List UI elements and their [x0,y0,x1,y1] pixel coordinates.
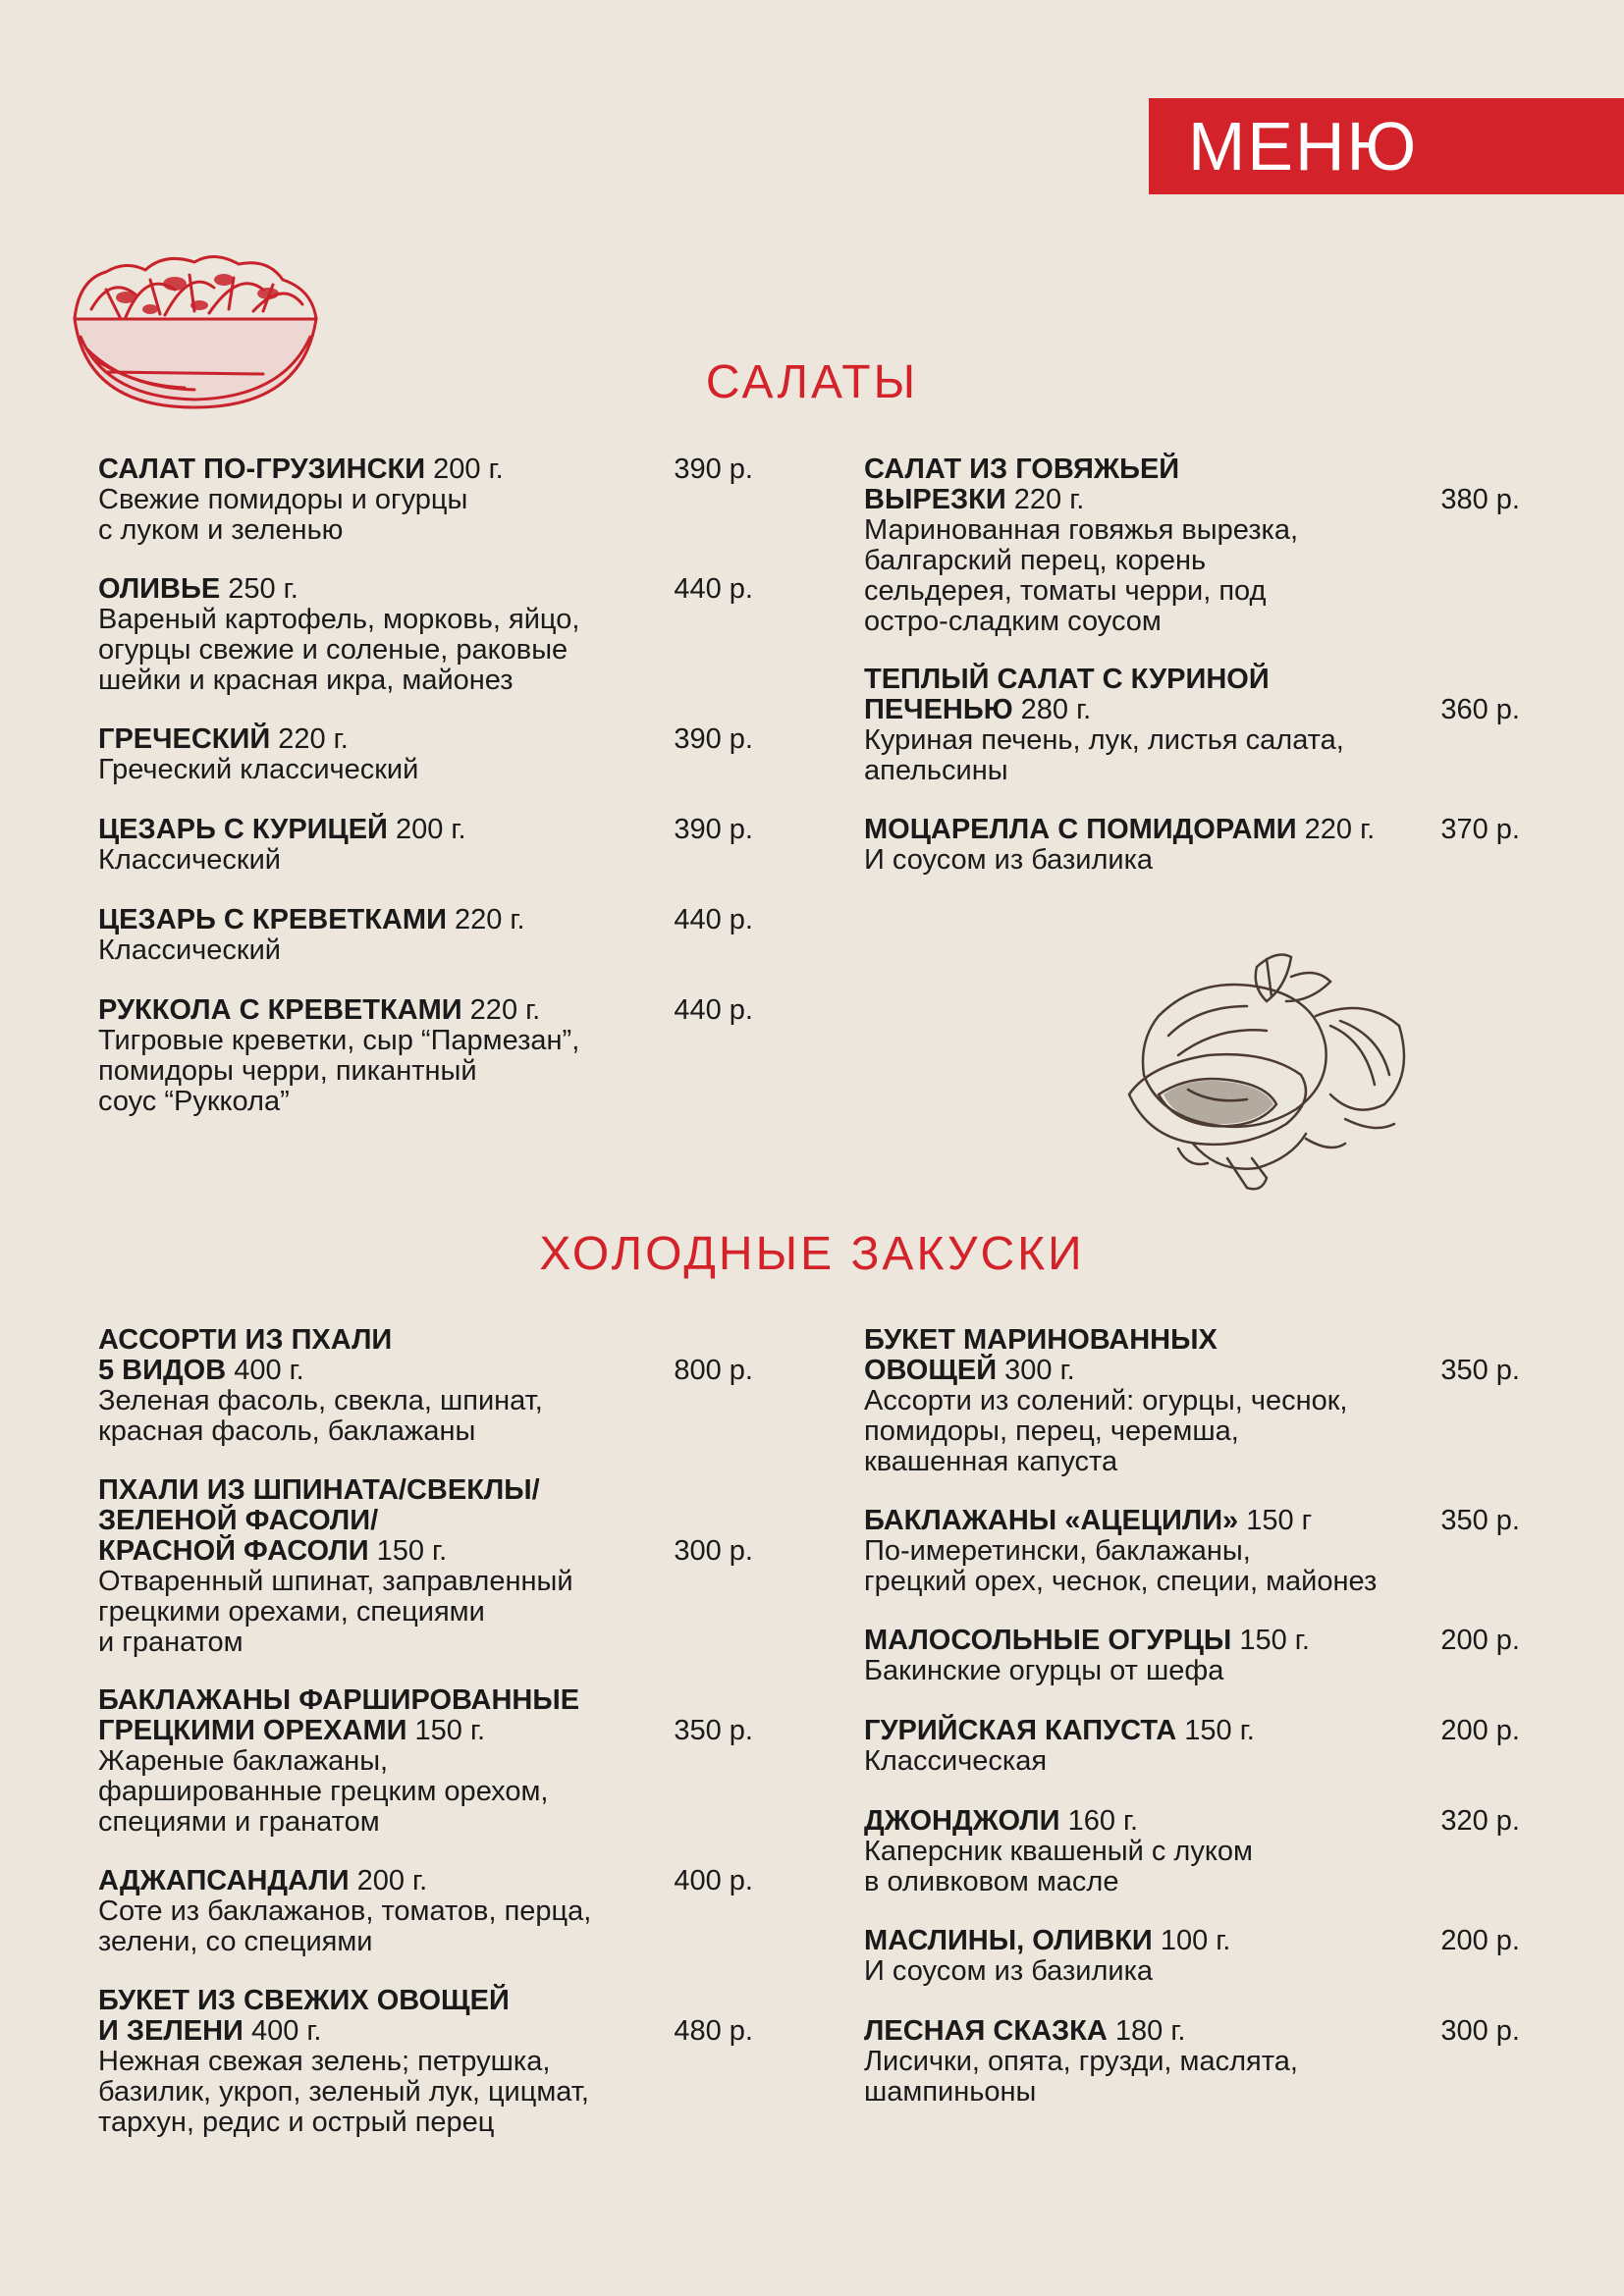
item-description: Вареный картофель, морковь, яйцо, огурцы свежие и соленые, раковые шейки и красная икра, майонез [98,604,580,696]
menu-item [864,1626,1520,1716]
item-weight: 280 г. [1012,694,1092,725]
salads-left-column [98,454,753,1117]
item-price: 200 р. [1440,1925,1520,1956]
item-name: БУКЕТ МАРИНОВАННЫХ [864,1324,1218,1356]
item-description: Жареные баклажаны, фаршированные грецким орехом, специями и гранатом [98,1745,549,1838]
item-description: И соусом из базилика [864,1955,1154,1987]
item-price: 800 р. [674,1355,753,1386]
menu-item [98,995,753,1117]
item-weight: 400 г. [243,2015,322,2047]
menu-item [864,1806,1520,1926]
menu-item [98,1685,753,1866]
item-price: 480 р. [674,2015,753,2047]
item-name: ТЕПЛЫЙ САЛАТ С КУРИНОЙ [864,664,1270,695]
item-price: 320 р. [1440,1805,1520,1837]
item-description: Лисички, опята, грузди, маслята, шампиньоны [864,2046,1298,2108]
item-weight: 400 г. [226,1355,304,1386]
item-name: 5 ВИДОВ [98,1355,227,1386]
item-description: Отваренный шпинат, заправленный грецкими орехами, специями и гранатом [98,1566,573,1658]
item-description: Тигровые креветки, сыр “Пармезан”, помидоры черри, пикантный соус “Руккола” [98,1025,580,1117]
item-weight: 200 г. [425,454,504,485]
menu-item [98,454,753,574]
item-weight: 150 г. [1231,1625,1310,1656]
item-description: Свежие помидоры и огурцы с луком и зеленью [98,484,468,546]
menu-item [864,1506,1520,1626]
item-price: 390 р. [674,723,753,755]
item-name: И ЗЕЛЕНИ [98,2015,244,2047]
menu-item [864,665,1520,815]
item-description: Зеленая фасоль, свекла, шпинат, красная фасоль, баклажаны [98,1385,543,1447]
item-price: 350 р. [1440,1505,1520,1536]
item-weight: 180 г. [1107,2015,1186,2047]
item-price: 300 р. [674,1535,753,1567]
appetizers-right-column [864,1325,1520,2108]
menu-item [864,1325,1520,1506]
item-name: МАЛОСОЛЬНЫЕ ОГУРЦЫ [864,1625,1232,1656]
item-name: ЦЕЗАРЬ С КУРИЦЕЙ [98,814,388,845]
menu-item [98,905,753,995]
item-name: ОЛИВЬЕ [98,573,221,605]
item-weight: 150 г [1238,1505,1313,1536]
item-name: МОЦАРЕЛЛА С ПОМИДОРАМИ [864,814,1297,845]
menu-item [864,2016,1520,2108]
item-name: САЛАТ ИЗ ГОВЯЖЬЕЙ [864,454,1180,485]
item-weight: 220 г. [446,904,525,935]
item-name: АССОРТИ ИЗ ПХАЛИ [98,1324,393,1356]
item-weight: 200 г. [387,814,466,845]
menu-item [864,454,1520,665]
item-name: ГРЕЧЕСКИЙ [98,723,271,755]
item-weight: 220 г. [461,994,541,1026]
section-title-cold-appetizers: ХОЛОДНЫЕ ЗАКУСКИ [539,1228,1085,1280]
item-weight: 150 г. [368,1535,448,1567]
item-price: 360 р. [1440,694,1520,725]
item-description: И соусом из базилика [864,844,1154,876]
menu-title-banner [1149,98,1624,194]
item-weight: 220 г. [270,723,349,755]
item-name: ЗЕЛЕНОЙ ФАСОЛИ/ [98,1505,379,1536]
item-description: Куриная печень, лук, листья салата, апельсины [864,724,1344,786]
menu-item [98,815,753,905]
item-price: 200 р. [1440,1625,1520,1656]
menu-item [98,1986,753,2138]
item-name: АДЖАПСАНДАЛИ [98,1865,350,1896]
menu-item [864,1926,1520,2016]
item-name: ГРЕЦКИМИ ОРЕХАМИ [98,1715,407,1746]
item-description: Ассорти из солений: огурцы, чеснок, помидоры, перец, черемша, квашенная капуста [864,1385,1348,1477]
item-weight: 250 г. [220,573,298,605]
item-name: ПЕЧЕНЬЮ [864,694,1013,725]
item-weight: 200 г. [349,1865,428,1896]
item-description: Маринованная говяжья вырезка, балгарский перец, корень сельдерея, томаты черри, под остро-сладким соусом [864,514,1299,637]
menu-item [98,1475,753,1685]
item-price: 390 р. [674,454,753,485]
item-price: 390 р. [674,814,753,845]
item-description: Классическая [864,1745,1048,1777]
item-price: 370 р. [1440,814,1520,845]
item-price: 200 р. [1440,1715,1520,1746]
item-price: 440 р. [674,573,753,605]
item-weight: 300 г. [997,1355,1075,1386]
menu-item [864,815,1520,876]
item-name: ОВОЩЕЙ [864,1355,998,1386]
item-name: ЦЕЗАРЬ С КРЕВЕТКАМИ [98,904,447,935]
item-description: Греческий классический [98,754,419,785]
item-name: МАСЛИНЫ, ОЛИВКИ [864,1925,1153,1956]
item-description: Классический [98,844,281,876]
item-description: Бакинские огурцы от шефа [864,1655,1224,1686]
item-name: РУККОЛА С КРЕВЕТКАМИ [98,994,462,1026]
item-price: 350 р. [674,1715,753,1746]
menu-item [98,724,753,815]
item-name: ПХАЛИ ИЗ ШПИНАТА/СВЕКЛЫ/ [98,1474,540,1506]
item-price: 440 р. [674,994,753,1026]
menu-title: МЕНЮ [1188,108,1419,185]
item-price: 380 р. [1440,484,1520,515]
item-weight: 160 г. [1059,1805,1139,1837]
item-name: ЛЕСНАЯ СКАЗКА [864,2015,1108,2047]
item-price: 400 р. [674,1865,753,1896]
menu-item [98,1325,753,1475]
menu-item [98,574,753,724]
item-name: КРАСНОЙ ФАСОЛИ [98,1535,369,1567]
item-name: БУКЕТ ИЗ СВЕЖИХ ОВОЩЕЙ [98,1985,510,2016]
item-name: ДЖОНДЖОЛИ [864,1805,1060,1837]
item-name: ВЫРЕЗКИ [864,484,1006,515]
item-name: БАКЛАЖАНЫ «АЦЕЦИЛИ» [864,1505,1239,1536]
appetizers-left-column [98,1325,753,2138]
item-description: Классический [98,934,281,966]
item-description: По-имеретински, баклажаны, грецкий орех, чеснок, специи, майонез [864,1535,1378,1597]
item-price: 440 р. [674,904,753,935]
item-price: 300 р. [1440,2015,1520,2047]
item-weight: 150 г. [406,1715,486,1746]
salads-right-column [864,454,1520,876]
item-weight: 100 г. [1152,1925,1231,1956]
menu-item [864,1716,1520,1806]
item-name: ГУРИЙСКАЯ КАПУСТА [864,1715,1177,1746]
walnut-icon [1119,947,1414,1198]
menu-item [98,1866,753,1986]
section-title-salads: САЛАТЫ [705,356,919,408]
item-price: 350 р. [1440,1355,1520,1386]
item-description: Каперсник квашеный с луком в оливковом масле [864,1836,1253,1897]
item-description: Соте из баклажанов, томатов, перца, зелени, со специями [98,1896,592,1957]
item-description: Нежная свежая зелень; петрушка, базилик, укроп, зеленый лук, цицмат, тархун, редис и острый перец [98,2046,589,2138]
item-weight: 220 г. [1296,814,1376,845]
item-name: БАКЛАЖАНЫ ФАРШИРОВАННЫЕ [98,1684,580,1716]
item-name: САЛАТ ПО-ГРУЗИНСКИ [98,454,426,485]
item-weight: 150 г. [1176,1715,1255,1746]
item-weight: 220 г. [1005,484,1085,515]
